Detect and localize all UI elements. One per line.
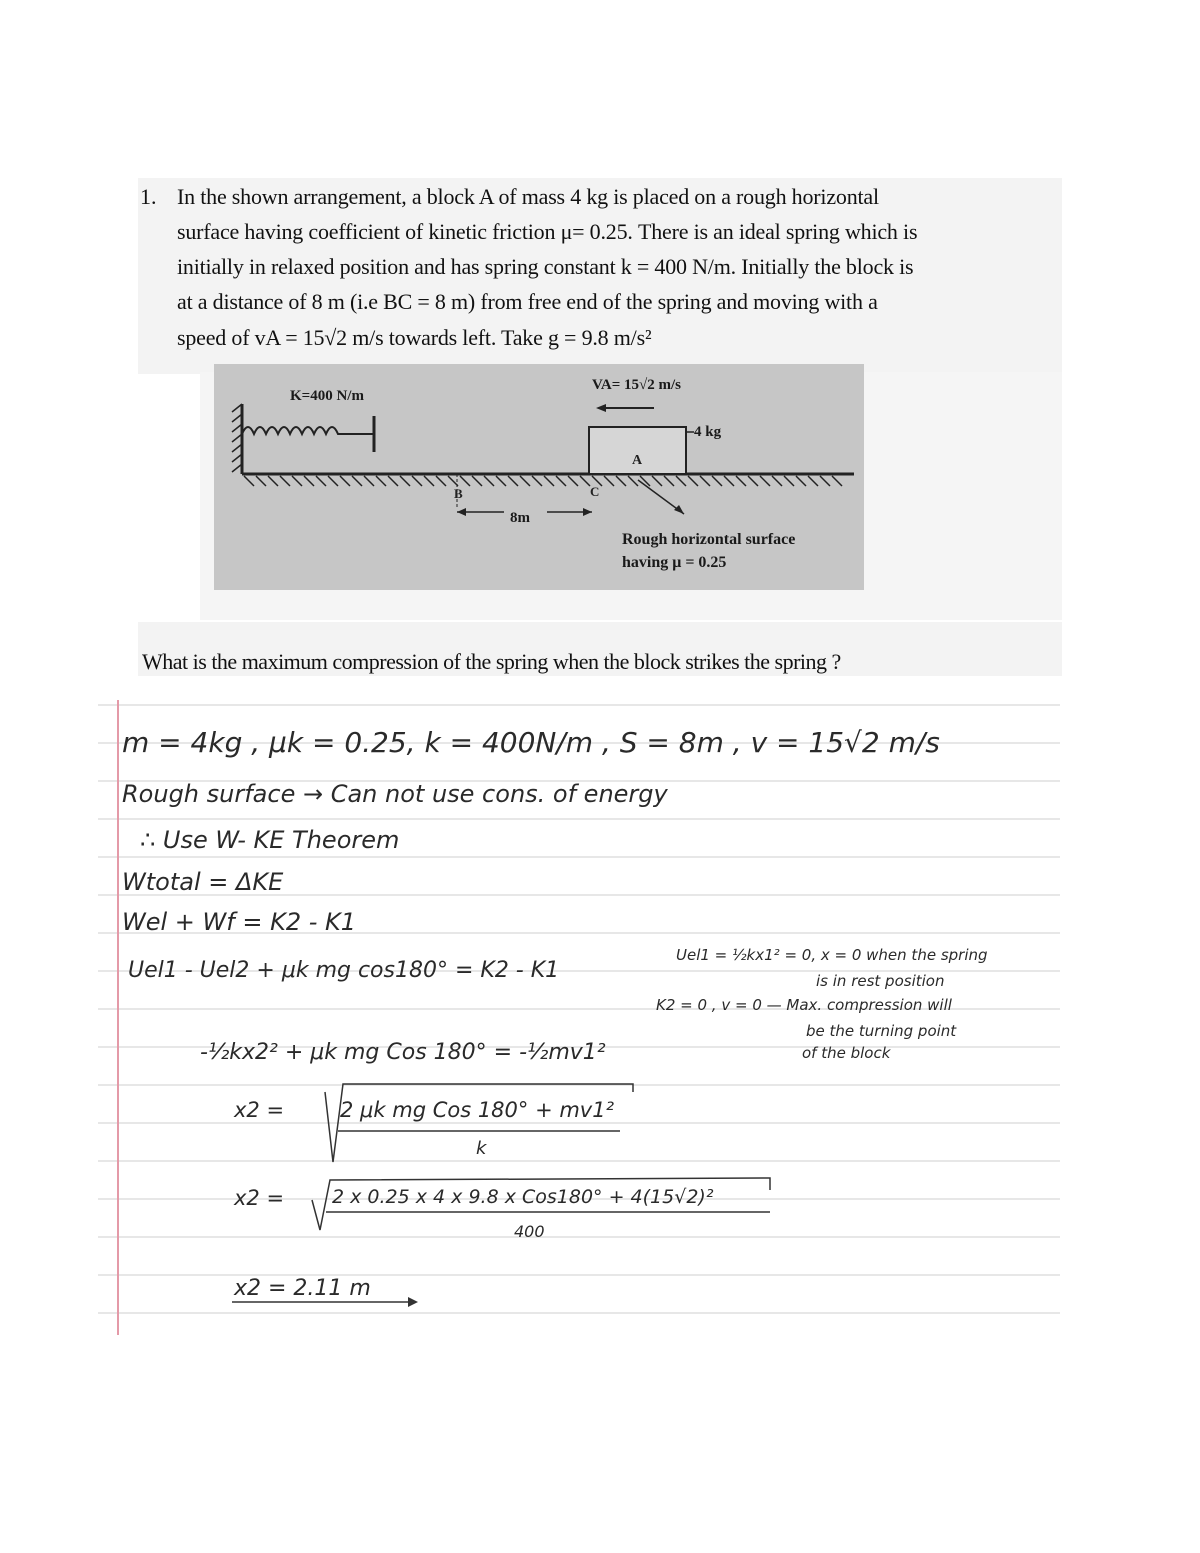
distance-label: 8m (510, 510, 530, 526)
question-line-5: speed of vA = 15√2 m/s towards left. Take g = 9.8 m/s² (177, 325, 652, 350)
uel-equation: Uel1 - Uel2 + μk mg cos180° = K2 - K1 (128, 958, 560, 983)
question-line-2: surface having coefficient of kinetic friction μ= 0.25. There is an ideal spring which is (177, 219, 918, 244)
x2-lhs-1: x2 = (234, 1098, 285, 1122)
note-line-3: K2 = 0 , v = 0 — Max. compression will (656, 996, 952, 1014)
final-answer: x2 = 2.11 m (234, 1276, 371, 1301)
surface-label-2: having μ = 0.25 (622, 554, 727, 571)
mass-label: 4 kg (694, 424, 722, 440)
rough-surface-note: Rough surface → Can not use cons. of energy (122, 780, 668, 808)
point-c-label: C (590, 484, 600, 499)
x2-lhs-2: x2 = (234, 1186, 285, 1210)
x2-numerator-1: 2 μk mg Cos 180° + mv1² (340, 1098, 615, 1122)
note-line-2: is in rest position (816, 972, 945, 990)
question-number: 1. (140, 184, 157, 209)
point-b-label: B (454, 486, 463, 501)
question-line-3: initially in relaxed position and has spring constant k = 400 N/m. Initially the block is (177, 254, 914, 279)
surface-label-1: Rough horizontal surface (622, 531, 796, 548)
question-line-1: In the shown arrangement, a block A of mass 4 kg is placed on a rough horizontal (177, 184, 879, 209)
x2-denominator-1: k (476, 1138, 487, 1159)
note-line-1: Uel1 = ½kx1² = 0, x = 0 when the spring (676, 946, 988, 964)
given-values: m = 4kg , μk = 0.25, k = 400N/m , S = 8m , v = 15√2 m/s (122, 726, 940, 759)
question-prompt: What is the maximum compression of the spring when the block strikes the spring ? (142, 649, 841, 674)
wtotal-equation: Wtotal = ΔKE (122, 868, 284, 896)
energy-equation: -½kx2² + μk mg Cos 180° = -½mv1² (200, 1040, 606, 1065)
note-line-5: of the block (802, 1044, 891, 1062)
use-theorem: ∴ Use W- KE Theorem (140, 826, 400, 854)
block-label: A (632, 453, 643, 468)
note-line-4: be the turning point (806, 1022, 957, 1040)
wel-equation: Wel + Wf = K2 - K1 (122, 908, 357, 936)
x2-denominator-2: 400 (514, 1222, 545, 1241)
velocity-label: VA= 15√2 m/s (592, 377, 682, 393)
question-line-4: at a distance of 8 m (i.e BC = 8 m) from free end of the spring and moving with a (177, 289, 878, 314)
spring-constant-label: K=400 N/m (290, 388, 364, 404)
x2-numerator-2: 2 x 0.25 x 4 x 9.8 x Cos180° + 4(15√2)² (332, 1186, 714, 1208)
